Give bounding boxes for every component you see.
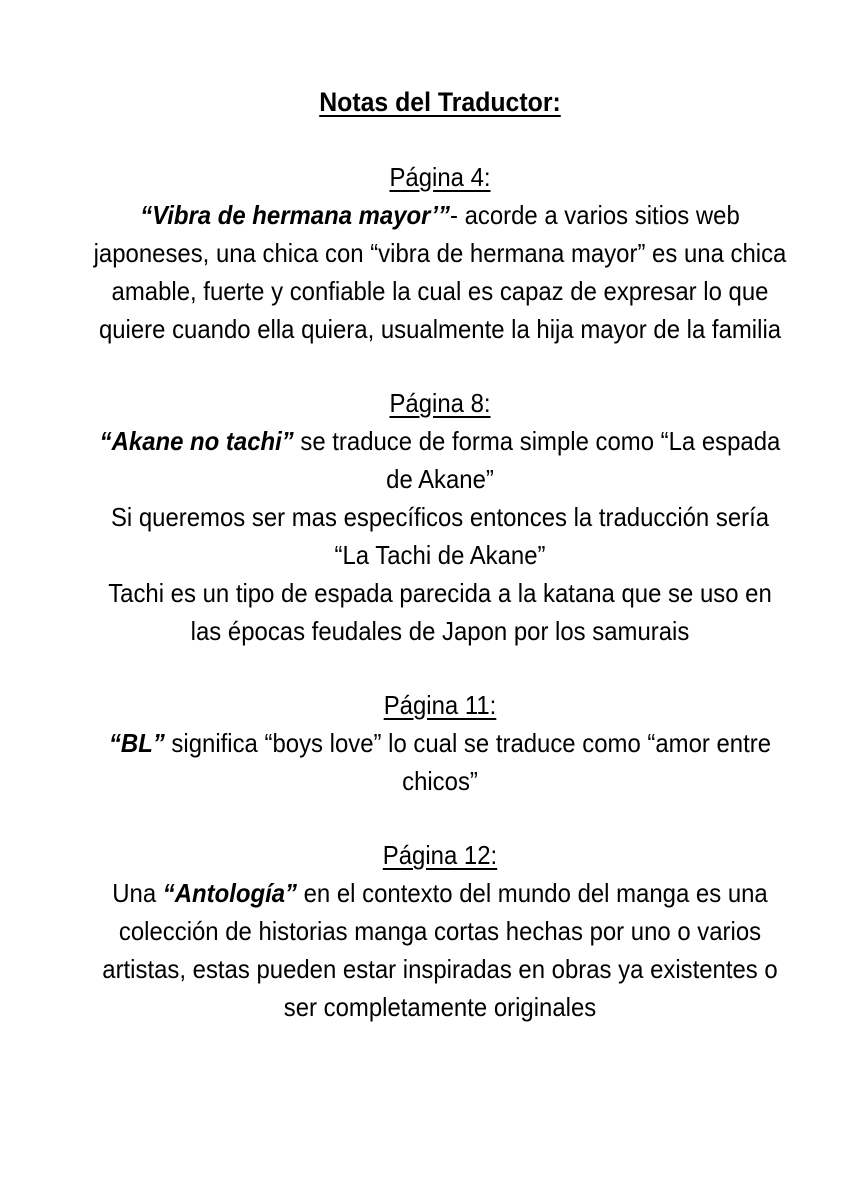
note-body bbox=[90, 724, 789, 800]
note-heading: Página 11: bbox=[383, 690, 497, 720]
document-title: Notas del Traductor: bbox=[319, 87, 561, 117]
note-heading: Página 12: bbox=[382, 840, 498, 870]
note-page-4 bbox=[90, 158, 789, 348]
note-term: “BL” bbox=[108, 728, 165, 758]
note-body bbox=[90, 196, 789, 348]
note-text: - acorde a varios sitios web japoneses, una chica con “vibra de hermana mayor” es una chica amable, fuerte y confiable la cual es capaz de expresar lo que quiere cuando ella quiera, usualmente la hija mayor de la familia bbox=[93, 200, 787, 344]
note-extra-paragraph: Tachi es un tipo de espada parecida a la katana que se uso en las épocas feudales de Japon por los samurais bbox=[108, 578, 772, 646]
note-page-8 bbox=[90, 384, 789, 650]
note-body bbox=[90, 874, 789, 1026]
note-text: se traduce de forma simple como “La espada de Akane” bbox=[293, 426, 781, 494]
note-heading: Página 4: bbox=[389, 162, 491, 192]
note-text: significa “boys love” lo cual se traduce como “amor entre chicos” bbox=[164, 728, 772, 796]
note-term: “Vibra de hermana mayor’” bbox=[140, 200, 450, 230]
note-heading: Página 8: bbox=[389, 388, 491, 418]
note-body bbox=[90, 422, 789, 498]
note-term: “Antología” bbox=[162, 878, 297, 908]
note-page-11 bbox=[90, 686, 789, 800]
translator-notes-page bbox=[90, 82, 789, 1062]
note-page-12 bbox=[90, 836, 789, 1026]
note-term: “Akane no tachi” bbox=[99, 426, 294, 456]
note-prefix: Una bbox=[112, 878, 163, 908]
note-text: en el contexto del mundo del manga es una colección de historias manga cortas hechas por uno o varios artistas, estas pueden estar inspiradas en obras ya existentes o ser completamente originales bbox=[102, 878, 778, 1022]
note-extra-paragraph: Si queremos ser mas específicos entonces la traducción sería “La Tachi de Akane” bbox=[110, 502, 770, 570]
